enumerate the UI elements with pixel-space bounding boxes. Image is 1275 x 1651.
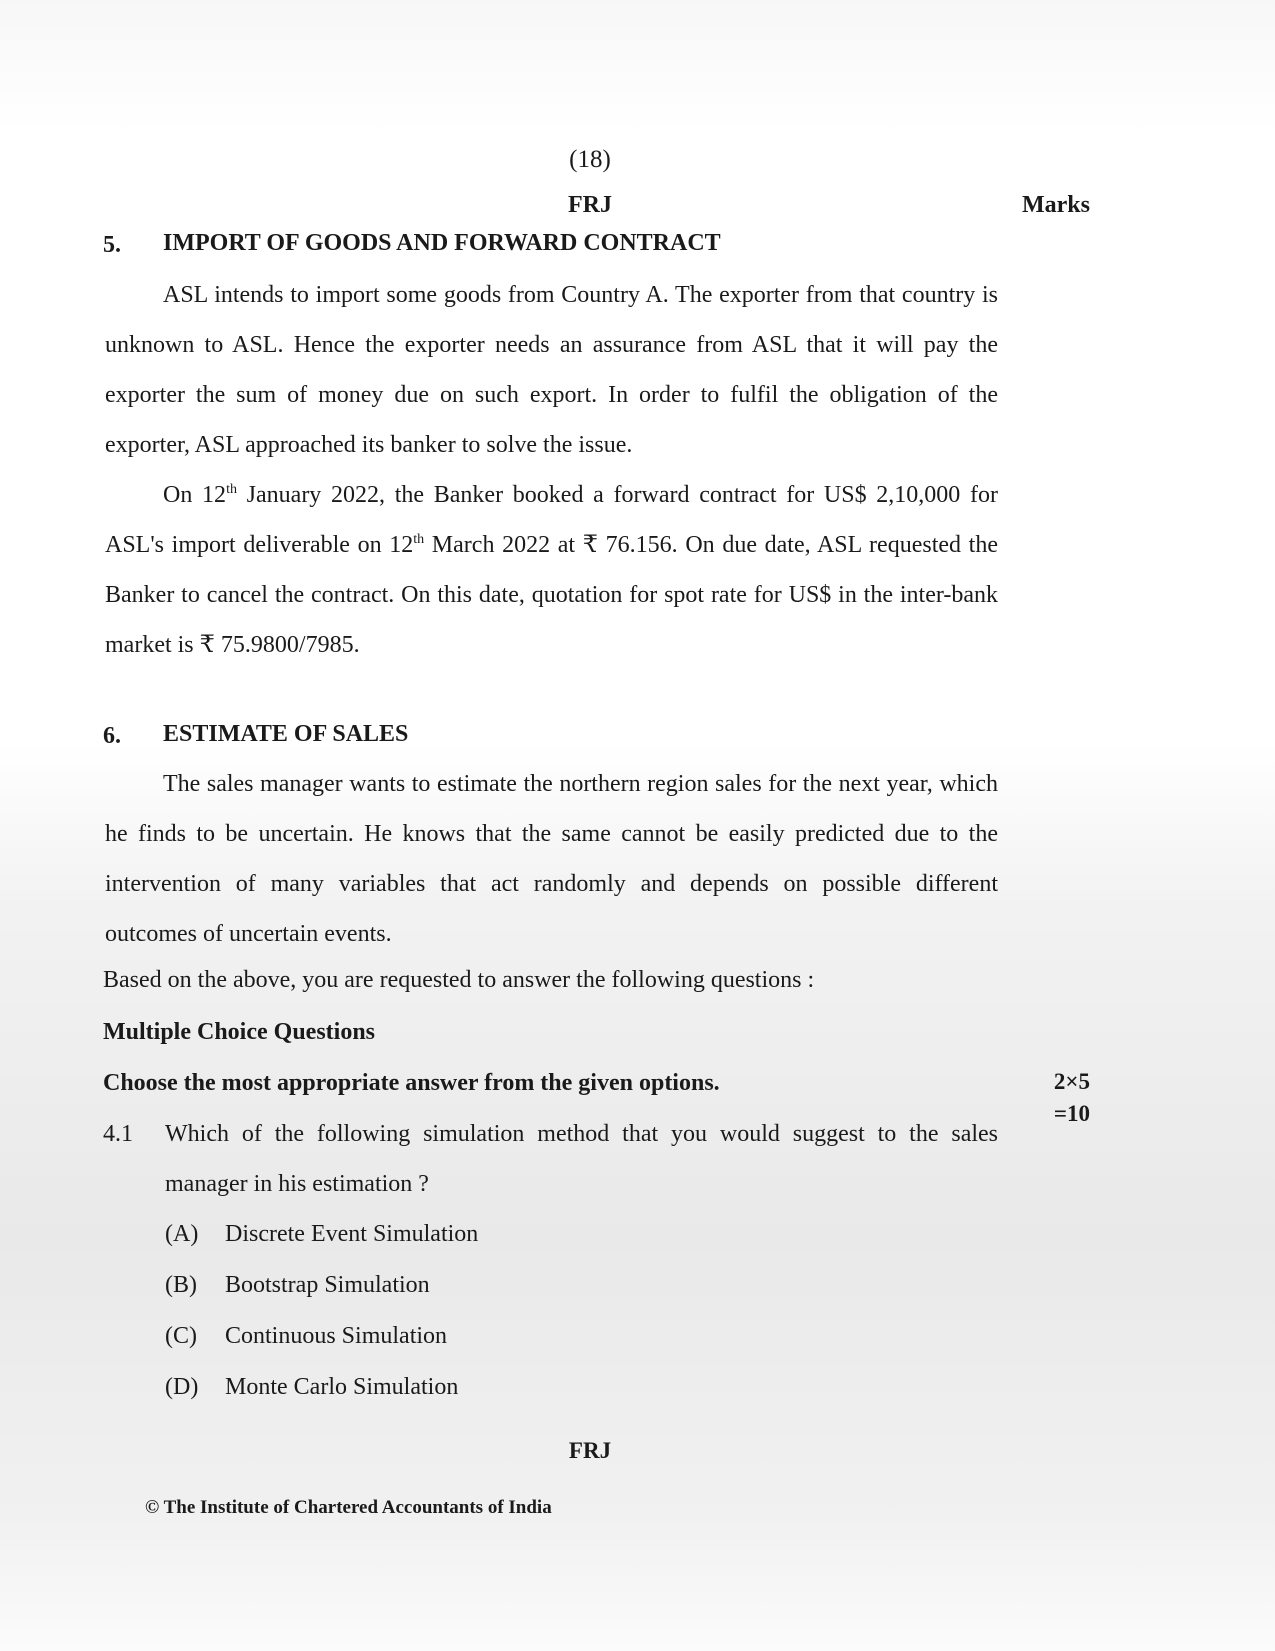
option-text: Discrete Event Simulation (225, 1221, 479, 1247)
paper-code: FRJ (568, 192, 612, 218)
option-label: (A) (165, 1221, 199, 1247)
option-d (165, 1374, 458, 1401)
marks-column-label: Marks (1022, 192, 1090, 218)
instruction-text: Based on the above, you are requested to answer the following questions : (103, 967, 815, 993)
section-5-body (105, 270, 998, 670)
option-b (165, 1272, 430, 1299)
section-5-title: IMPORT OF GOODS AND FORWARD CONTRACT (163, 230, 721, 256)
option-a (165, 1221, 478, 1248)
section-6-title: ESTIMATE OF SALES (163, 721, 409, 747)
section-5-number: 5. (103, 232, 121, 258)
section-5-paragraph-2: On 12th January 2022, the Banker booked a forward contract for US$ 2,10,000 for ASL's import deliverable on 12th March 2022 at ₹ 76.156. On due date, ASL requested the Banker to cancel the contract. On this date, quotation for spot rate for US$ in the inter-bank market is ₹ 75.9800/7985. (105, 482, 998, 658)
option-label: (B) (165, 1272, 197, 1298)
footer-paper-code: FRJ (568, 1438, 612, 1463)
option-c (165, 1323, 447, 1350)
marks-allocation: 2×5 =10 (1053, 1069, 1090, 1126)
option-label: (C) (165, 1323, 197, 1349)
question-number: 4.1 (103, 1121, 133, 1147)
section-6-paragraph-1: The sales manager wants to estimate the northern region sales for the next year, which he finds to be uncertain. He knows that the same cannot be easily predicted due to the intervention of many variables that act randomly and depends on possible different outcomes of uncertain events. (105, 771, 998, 947)
copyright-notice: © The Institute of Chartered Accountants of India (145, 1497, 552, 1518)
section-6-number: 6. (103, 723, 121, 749)
choose-instruction: Choose the most appropriate answer from the given options. (103, 1070, 720, 1096)
option-text: Bootstrap Simulation (225, 1272, 430, 1298)
section-6-body (105, 759, 998, 959)
option-text: Monte Carlo Simulation (225, 1374, 459, 1400)
mcq-heading: Multiple Choice Questions (103, 1019, 376, 1045)
option-text: Continuous Simulation (225, 1323, 448, 1349)
page-number: (18) (569, 146, 611, 173)
section-5-paragraph-1: ASL intends to import some goods from Country A. The exporter from that country is unknown to ASL. Hence the exporter needs an assurance from ASL that it will pay the exporter the sum of money due on such export. In order to fulfil the obligation of the exporter, ASL approached its banker to solve the issue. (105, 282, 998, 458)
option-label: (D) (165, 1374, 199, 1400)
question-text: Which of the following simulation method that you would suggest to the sales manager in his estimation ? (165, 1121, 998, 1197)
